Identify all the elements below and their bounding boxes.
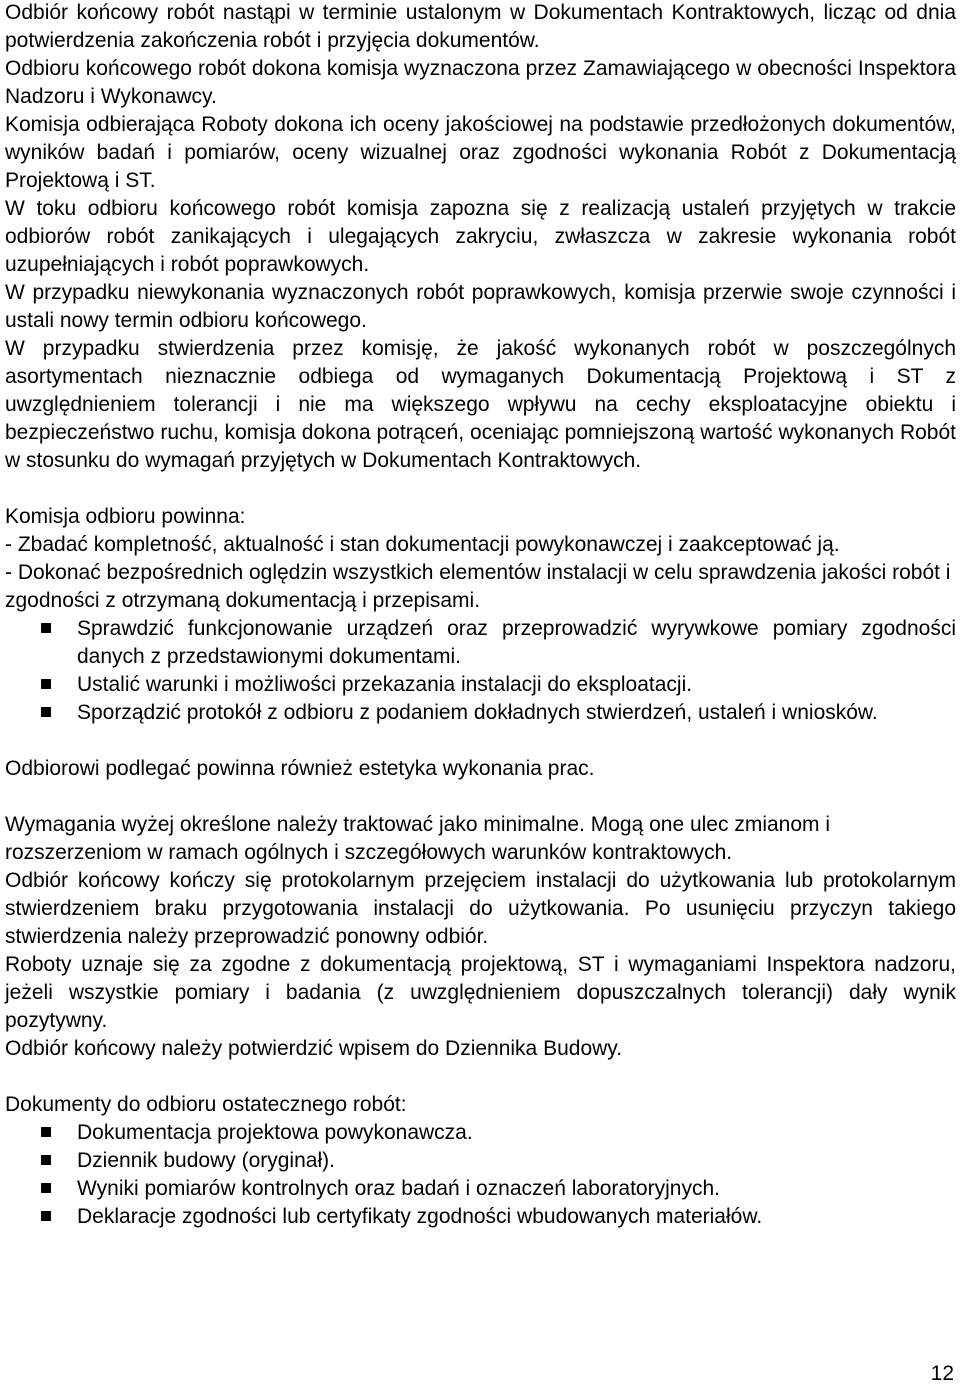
- list-item: [5, 1147, 956, 1175]
- document-page: [5, 0, 956, 1231]
- square-bullet-icon: [41, 1211, 51, 1221]
- paragraph-handover: Odbiór końcowy kończy się protokolarnym przejęciem instalacji do użytkowania lub protokolarnym stwierdzeniem braku przygotowania instalacji do użytkowania. Po usunięciu przyczyn takiego stwierdzenia należy przeprowadzić ponowny odbiór.: [5, 869, 956, 948]
- square-bullet-icon: [41, 1155, 51, 1165]
- paragraph-deductions: W przypadku stwierdzenia przez komisję, że jakość wykonanych robót w poszczególnych asortymentach nieznacznie odbiega od wymaganych Dokumentacją Projektową i ST z uwzględnieniem tolerancji i nie ma większego wpływu na cechy eksploatacyjne obiektu i bezpieczeństwo ruchu, komisja dokona potrąceń, oceniając pomniejszoną wartość wykonanych Robót w stosunku do wymagań przyjętych w Dokumentach Kontraktowych.: [5, 337, 956, 472]
- list-item: [5, 1119, 956, 1147]
- list-item-text: Wyniki pomiarów kontrolnych oraz badań i oznaczeń laboratoryjnych.: [77, 1177, 720, 1200]
- square-bullet-icon: [41, 1127, 51, 1137]
- page-number: 12: [930, 1362, 954, 1385]
- list-item: [5, 1203, 956, 1231]
- list-item-text: Deklaracje zgodności lub certyfikaty zgodności wbudowanych materiałów.: [77, 1205, 763, 1228]
- square-bullet-icon: [41, 707, 51, 717]
- square-bullet-icon: [41, 1183, 51, 1193]
- commission-bullet-list: [5, 615, 956, 727]
- list-item: [5, 1175, 956, 1203]
- paragraph-commission-appointment: Odbioru końcowego robót dokona komisja wyznaczona przez Zamawiającego w obecności Inspektora Nadzoru i Wykonawcy.: [5, 57, 956, 108]
- paragraph-site-diary: Odbiór końcowy należy potwierdzić wpisem do Dziennika Budowy.: [5, 1037, 623, 1060]
- paragraph-aesthetics: Odbiorowi podlegać powinna również estetyka wykonania prac.: [5, 757, 595, 780]
- spacer: [5, 475, 956, 503]
- paragraph-quality-assessment: Komisja odbierająca Roboty dokona ich oceny jakościowej na podstawie przedłożonych dokumentów, wyników badań i pomiarów, oceny wizualnej oraz zgodności wykonania Robót z Dokumentacją Projektową i ST.: [5, 113, 956, 192]
- paragraph-minimum-requirements: Wymagania wyżej określone należy traktować jako minimalne. Mogą one ulec zmianom i rozszerzeniom w ramach ogólnych i szczegółowych warunków kontraktowych.: [5, 813, 831, 864]
- paragraph-compliance: Roboty uznaje się za zgodne z dokumentacją projektową, ST i wymaganiami Inspektora nadzoru, jeżeli wszystkie pomiary i badania (z uwzględnieniem dopuszczalnych tolerancji) dały wynik pozytywny.: [5, 953, 956, 1032]
- documents-bullet-list: [5, 1119, 956, 1231]
- spacer: [5, 783, 956, 811]
- list-item-text: Ustalić warunki i możliwości przekazania instalacji do eksploatacji.: [77, 673, 693, 696]
- spacer: [5, 727, 956, 755]
- square-bullet-icon: [41, 623, 51, 633]
- commission-heading: Komisja odbioru powinna:: [5, 505, 246, 528]
- list-item-text: Sprawdzić funkcjonowanie urządzeń oraz przeprowadzić wyrywkowe pomiary zgodności danych z przedstawionymi dokumentami.: [77, 617, 956, 668]
- list-item: [5, 671, 956, 699]
- list-item-text: Dokumentacja projektowa powykonawcza.: [77, 1121, 473, 1144]
- dash-item-documentation: - Zbadać kompletność, aktualność i stan dokumentacji powykonawczej i zaakceptować ją.: [5, 533, 840, 556]
- list-item: [5, 615, 956, 671]
- dash-item-inspection: - Dokonać bezpośrednich oględzin wszystkich elementów instalacji w celu sprawdzenia jakości robót i zgodności z otrzymaną dokumentacją i przepisami.: [5, 561, 951, 612]
- documents-heading: Dokumenty do odbioru ostatecznego robót:: [5, 1093, 407, 1116]
- square-bullet-icon: [41, 679, 51, 689]
- paragraph-interruption: W przypadku niewykonania wyznaczonych robót poprawkowych, komisja przerwie swoje czynności i ustali nowy termin odbioru końcowego.: [5, 281, 956, 332]
- paragraph-final-acceptance-term: Odbiór końcowy robót nastąpi w terminie ustalonym w Dokumentach Kontraktowych, licząc od dnia potwierdzenia zakończenia robót i przyjęcia dokumentów.: [5, 1, 956, 52]
- list-item-text: Sporządzić protokół z odbioru z podaniem dokładnych stwierdzeń, ustaleń i wniosków.: [77, 701, 878, 724]
- spacer: [5, 1063, 956, 1091]
- paragraph-findings-review: W toku odbioru końcowego robót komisja zapozna się z realizacją ustaleń przyjętych w trakcie odbiorów robót zanikających i ulegających zakryciu, zwłaszcza w zakresie wykonania robót uzupełniających i robót poprawkowych.: [5, 197, 956, 276]
- list-item-text: Dziennik budowy (oryginał).: [77, 1149, 335, 1172]
- list-item: [5, 699, 956, 727]
